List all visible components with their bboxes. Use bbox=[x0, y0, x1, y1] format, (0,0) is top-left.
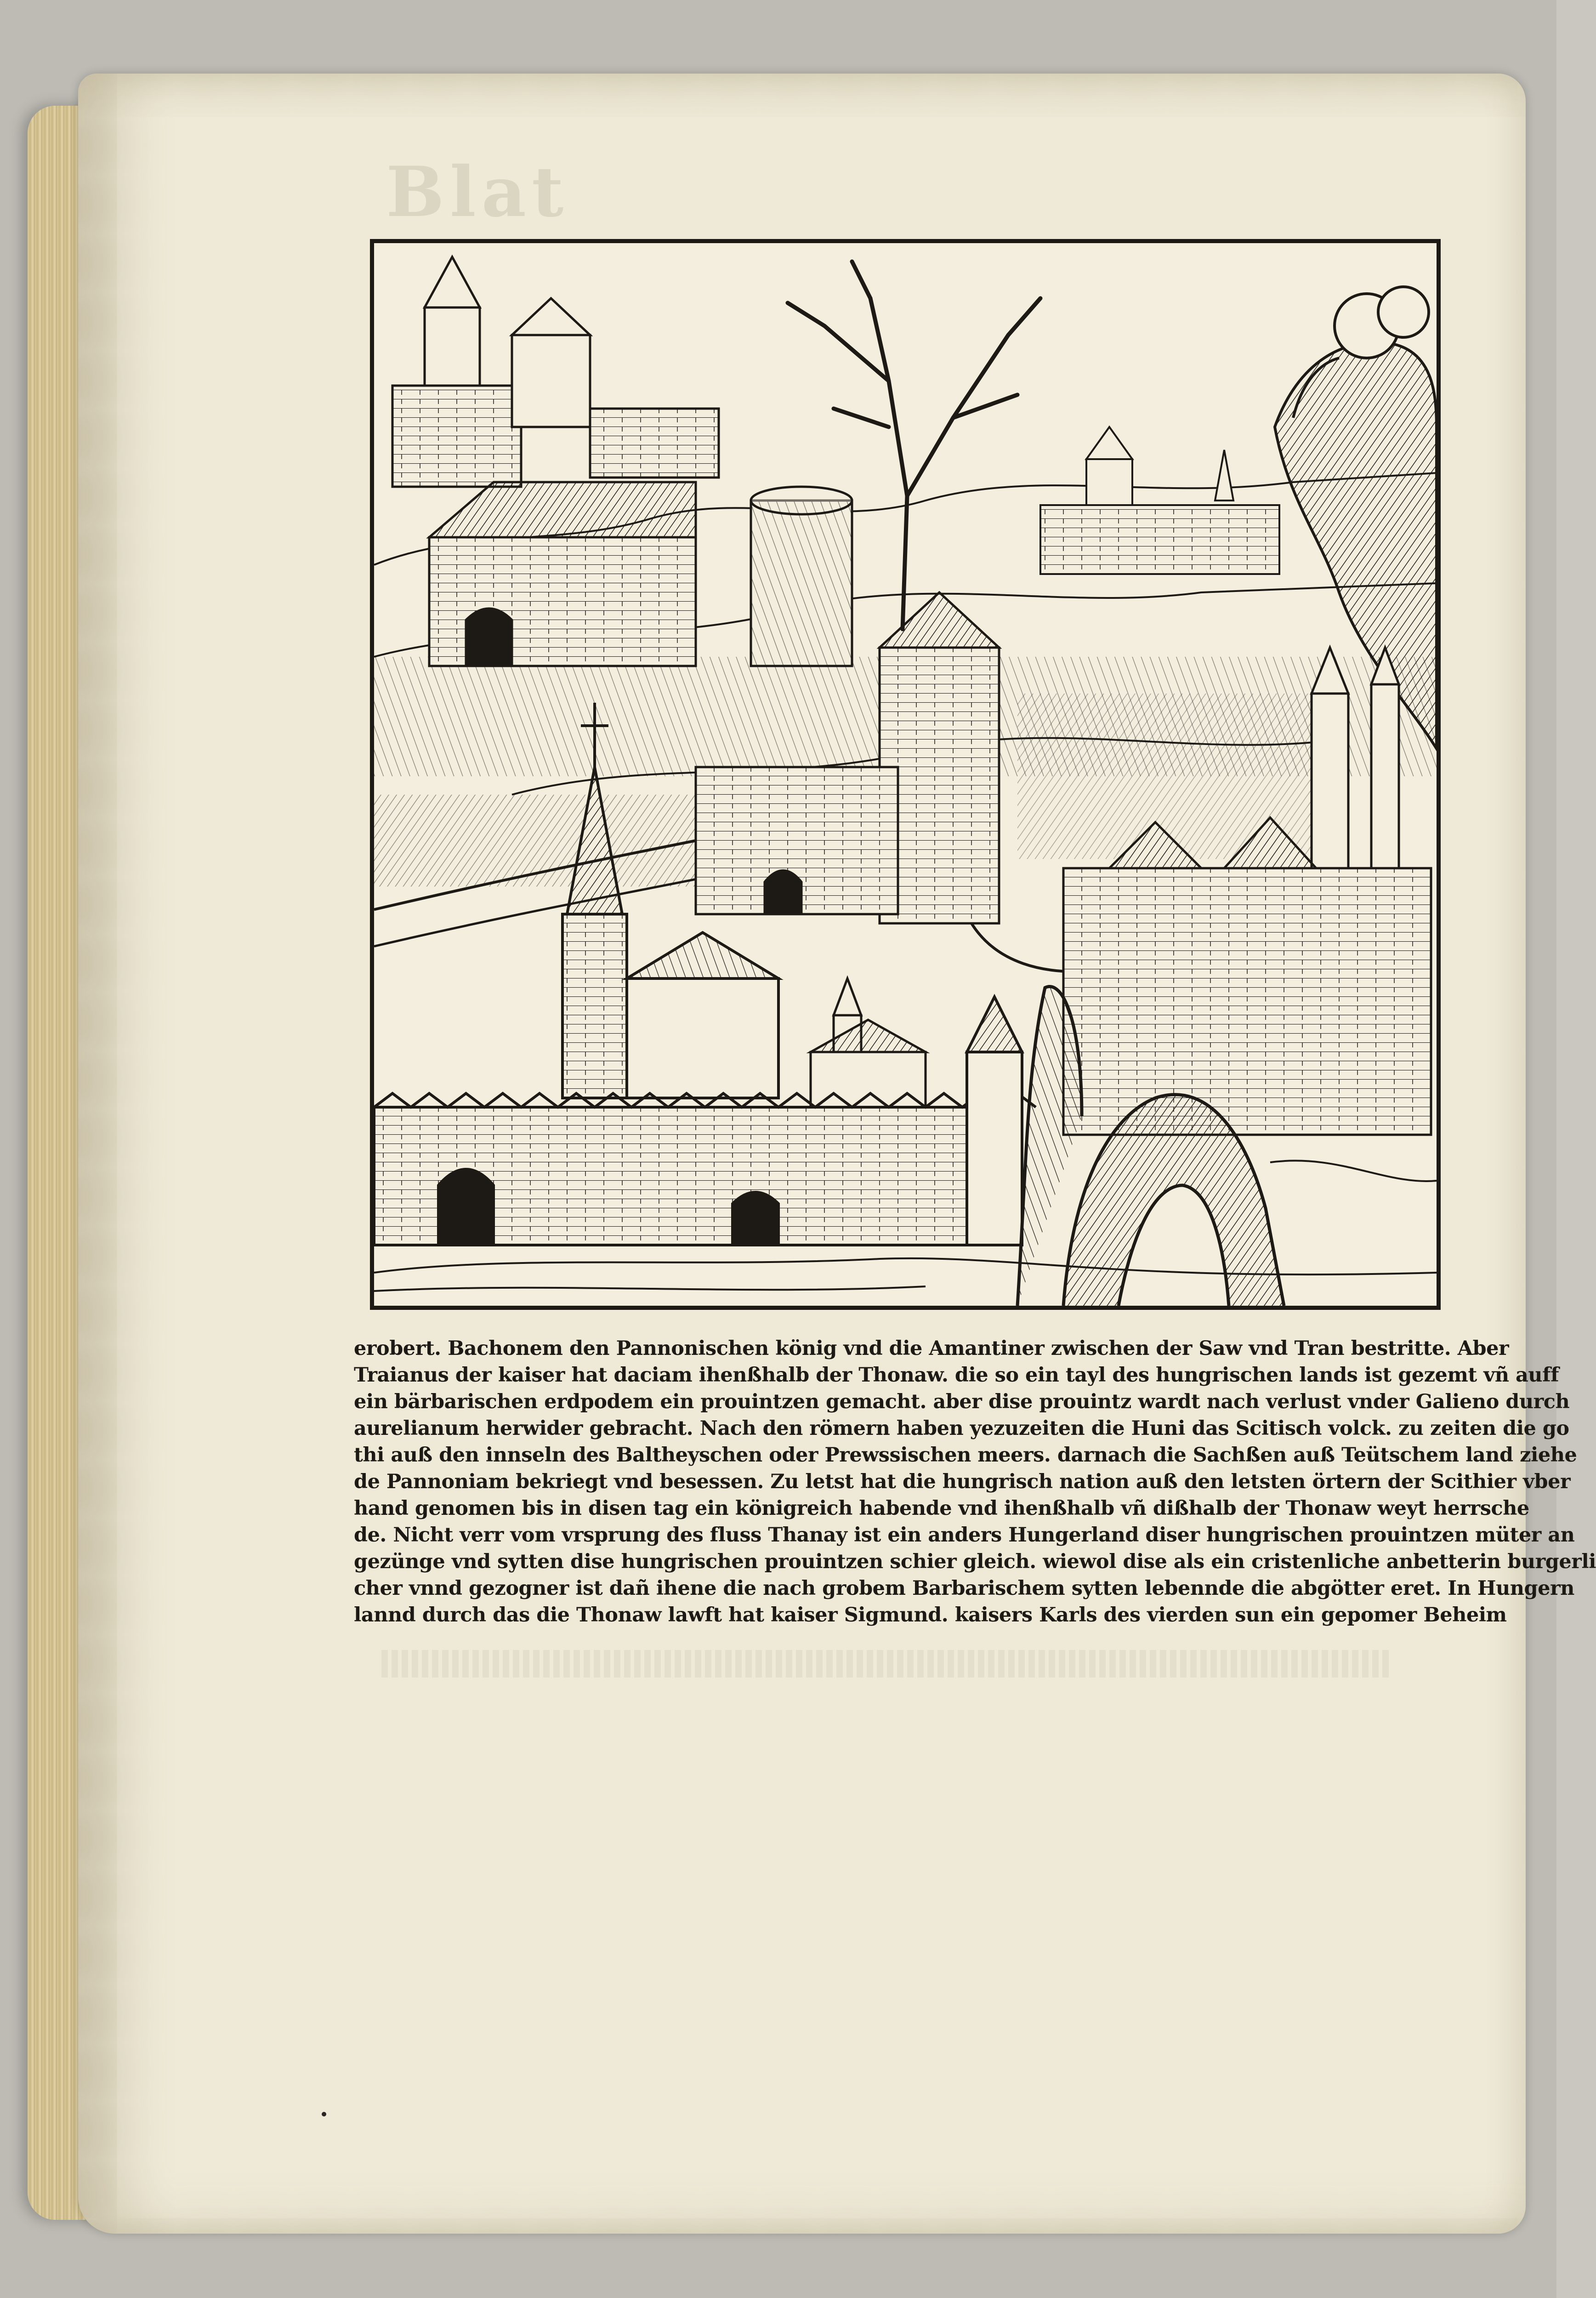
folio-mark-showthrough: Blat bbox=[386, 152, 569, 233]
text-line-6: de Pannoniam bekriegt vnd besessen. Zu letst hat die hungrisch nation auß den letsten örtern der Scithier vber bbox=[354, 1470, 1571, 1493]
text-line-8: de. Nicht verr vom vrsprung des fluss Thanay ist ein anders Hungerland diser hungrischen prouintzen müter an bbox=[354, 1524, 1575, 1547]
text-line-4: aurelianum herwider gebracht. Nach den römern haben yezuzeiten die Huni das Scitisch volck. zu zeiten die go bbox=[354, 1417, 1569, 1440]
woodcut-illustration bbox=[370, 239, 1441, 1310]
woodcut-drawing bbox=[374, 243, 1437, 1306]
text-line-3: ein bärbarischen erdpodem ein prouintzen gemacht. aber dise prouintz wardt nach verlust vnder Galieno durch bbox=[354, 1390, 1570, 1413]
text-line-5: thi auß den innseln des Baltheyschen oder Prewssischen meers. darnach die Sachßen auß Teütschem land ziehe bbox=[354, 1444, 1577, 1467]
text-line-2: Traianus der kaiser hat daciam ihenßhalb der Thonaw. die so ein tayl des hungrischen lands ist gezemt vñ auff bbox=[354, 1364, 1559, 1387]
text-line-11: lannd durch das die Thonaw lawft hat kaiser Sigmund. kaisers Karls des vierden sun ein gepomer Beheim bbox=[354, 1604, 1507, 1627]
text-line-10: cher vnnd gezogner ist dañ ihene die nach grobem Barbarischem sytten lebennde die abgötter eret. In Hungern bbox=[354, 1577, 1574, 1600]
body-text bbox=[354, 1335, 1596, 1657]
show-through-text bbox=[381, 1650, 1392, 1678]
ink-speck bbox=[322, 2112, 326, 2116]
text-line-9: gezüngе vnd sytten dise hungrischen prouintzen schier gleich. wiewol dise als ein cristenliche anbetterin burgerli bbox=[354, 1550, 1596, 1573]
text-line-7: hand genomen bis in disen tag ein königreich habende vnd ihenßhalb vñ dißhalb der Thonaw weyt herrsche bbox=[354, 1497, 1529, 1520]
text-line-1: erobert. Bachonem den Pannonischen könig vnd die Amantiner zwischen der Saw vnd Tran bestritte. Aber bbox=[354, 1337, 1509, 1360]
